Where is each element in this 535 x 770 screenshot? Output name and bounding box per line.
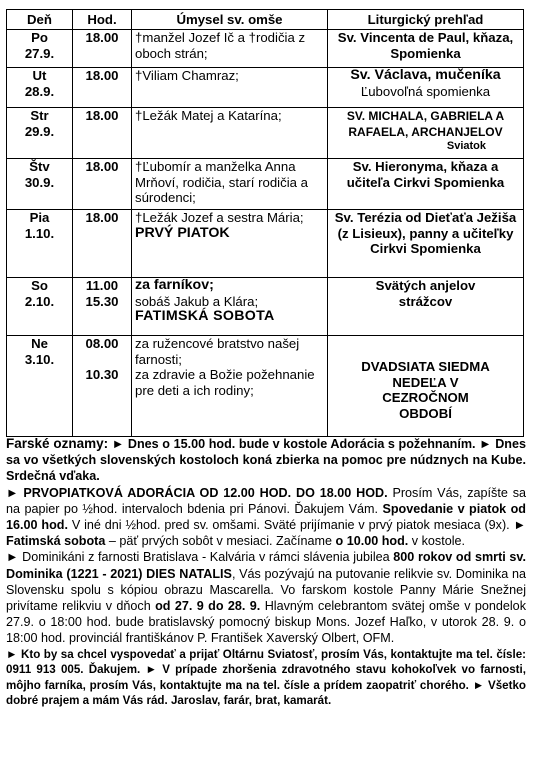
day-name: Štv xyxy=(29,159,50,174)
mass-hour: 18.00 xyxy=(85,68,119,83)
day-date: 1.10. xyxy=(24,225,55,241)
liturgy-text: Sv. Hieronyma, kňaza a učiteľa Cirkvi Spomienka xyxy=(346,159,505,190)
day-name: So xyxy=(31,278,48,293)
intention-cell xyxy=(132,159,328,210)
table-row xyxy=(7,68,524,108)
liturgy-text: DVADSIATA SIEDMA NEDEĽA V CEZROČNOM OBDOBÍ xyxy=(361,359,490,421)
announcement-text: Prosím Vás, zapíšte sa na papier po ½hod. intervaloch bdenia pri Pánovi. Ďakujem Vám. xyxy=(6,485,526,516)
liturgy-cell xyxy=(328,68,524,108)
schedule-table xyxy=(6,9,524,437)
liturgy-text: Sv. Terézia od Dieťaťa Ježiša (z Lisieux), panny a učiteľky Cirkvi Spomienka xyxy=(334,210,517,256)
day-name: Po xyxy=(31,30,48,45)
hour-cell xyxy=(73,30,132,68)
liturgy-text: Sv. Václava, mučeníka xyxy=(350,67,501,83)
liturgy-rank: Ľubovoľná spomienka xyxy=(360,83,491,99)
first-friday-label: PRVÝ PIATOK xyxy=(135,224,230,241)
announcement-text: v kostole. xyxy=(408,534,465,549)
day-date: 29.9. xyxy=(24,123,55,139)
day-cell xyxy=(7,108,73,159)
liturgy-cell xyxy=(328,210,524,278)
day-date: 27.9. xyxy=(24,45,55,61)
hour-cell xyxy=(73,210,132,278)
mass-hour: 10.30 xyxy=(85,366,119,382)
day-date: 2.10. xyxy=(24,293,55,309)
mass-hour: 18.00 xyxy=(85,108,119,123)
intention-text: sobáš Jakub a Klára; xyxy=(135,293,259,309)
day-name: Ut xyxy=(32,68,47,83)
mass-hour: 11.00 xyxy=(85,278,119,293)
intention-text: †Ľubomír a manželka Anna Mrňoví, rodičia, starí rodičia a súrodenci; xyxy=(135,159,308,205)
table-row xyxy=(7,278,524,336)
announcement-paragraph xyxy=(6,436,526,485)
announcement-paragraph xyxy=(6,549,526,646)
liturgy-cell xyxy=(328,336,524,437)
announcement-text: ► Dnes o 15.00 hod. bude v kostole Adorácia s požehnaním. ► Dnes sa vo všetkých slovenských kostoloch koná zbierka na pomoc pre núdznych na Kube. Srdečná vďaka. xyxy=(6,437,526,484)
intention-text: †manžel Jozef Ič a †rodičia z oboch strán; xyxy=(135,30,306,61)
announcement-text: o 10.00 hod. xyxy=(335,534,409,549)
header-day: Deň xyxy=(7,10,73,30)
liturgy-text: Sv. Vincenta de Paul, kňaza, Spomienka xyxy=(337,30,514,61)
day-name: Pia xyxy=(29,210,50,225)
header-hour: Hod. xyxy=(73,10,132,30)
intention-text: za ružencové bratstvo našej farnosti; xyxy=(135,336,300,367)
intention-text: za zdravie a Božie požehnanie pre deti a ich rodiny; xyxy=(135,367,315,398)
intention-text: †Ležák Jozef a sestra Mária; xyxy=(135,210,304,225)
intention-cell xyxy=(132,68,328,108)
announcement-text: ► Fatimská sobota xyxy=(6,518,527,549)
table-row xyxy=(7,108,524,159)
announcement-text: ► PRVOPIATKOVÁ ADORÁCIA OD 12.00 HOD. DO 18.00 HOD. xyxy=(6,485,388,500)
day-name: Ne xyxy=(31,336,48,351)
hour-cell xyxy=(73,278,132,336)
day-date: 28.9. xyxy=(24,83,55,99)
header-liturgy: Liturgický prehľad xyxy=(328,10,524,30)
intention-text: za farníkov; xyxy=(135,277,214,293)
announcement-paragraph xyxy=(6,485,526,550)
intention-text: †Viliam Chamraz; xyxy=(135,68,239,83)
hour-cell xyxy=(73,159,132,210)
liturgy-rank: Sviatok xyxy=(446,140,486,152)
day-cell xyxy=(7,68,73,108)
day-name: Str xyxy=(30,108,49,123)
announcement-text: V iné dni ½hod. pred sv. omšami. Sväté prijímanie v prvý piatok mesiaca (9x). xyxy=(67,518,514,533)
intention-cell xyxy=(132,30,328,68)
announcement-text: 800 rokov od smrti sv. Dominika (1221 - 2021) DIES NATALIS xyxy=(6,550,526,581)
day-date: 30.9. xyxy=(24,174,55,190)
announcement-text: ► Dominikáni z farnosti Bratislava - Kalvária v rámci slávenia jubilea xyxy=(6,550,394,565)
intention-cell xyxy=(132,108,328,159)
hour-cell xyxy=(73,68,132,108)
parish-announcements xyxy=(6,436,526,709)
mass-hour: 18.00 xyxy=(85,159,119,174)
announcement-text: , Vás pozývajú na putovanie relikvie sv. Dominika na Slovensku spolu s kópiou obrazu Mascarella. Vo farskom kostole Panny Márie Snežnej privítame relikviu v dňoch xyxy=(6,566,526,614)
mass-hour: 18.00 xyxy=(85,210,119,225)
day-date: 3.10. xyxy=(24,351,55,367)
intention-text: †Ležák Matej a Katarína; xyxy=(135,108,282,123)
hour-cell xyxy=(73,336,132,437)
day-cell xyxy=(7,278,73,336)
fatima-saturday-label: FATIMSKÁ SOBOTA xyxy=(135,308,275,324)
liturgy-text: Svätých anjelov strážcov xyxy=(375,278,476,309)
liturgy-text: SV. MICHALA, GABRIELA A RAFAELA, ARCHANJELOV xyxy=(346,109,505,139)
liturgy-cell xyxy=(328,278,524,336)
announcement-text: – päť prvých sobôt v mesiaci. Začíname xyxy=(105,534,336,549)
header-intention: Úmysel sv. omše xyxy=(132,10,328,30)
hour-cell xyxy=(73,108,132,159)
table-row xyxy=(7,30,524,68)
liturgy-cell xyxy=(328,108,524,159)
mass-hour: 18.00 xyxy=(85,30,119,45)
table-row xyxy=(7,159,524,210)
announcement-text: od 27. 9 do 28. 9. xyxy=(155,599,261,614)
announcement-text: Spovedanie v piatok od 16.00 hod. xyxy=(6,501,526,533)
table-row xyxy=(7,210,524,278)
liturgy-cell xyxy=(328,159,524,210)
day-cell xyxy=(7,210,73,278)
intention-cell xyxy=(132,278,328,336)
announcements-heading: Farské oznamy: xyxy=(6,436,109,451)
table-header-row xyxy=(7,10,524,30)
mass-hour: 08.00 xyxy=(85,336,119,351)
liturgy-cell xyxy=(328,30,524,68)
mass-hour: 15.30 xyxy=(85,293,119,309)
announcement-paragraph: ► Kto by sa chcel vyspovedať a prijať Oltárnu Sviatosť, prosím Vás, kontaktujte ma tel. čísle: 0911 913 005. Ďakujem. ► V prípade zhoršenia zdravotného stavu kohokoľvek vo farnosti, môjho farníka, prosím Vás, kontaktujte ma na tel. čísle a prídem zaopatriť chorého. ► Všetko dobré prajem a mám Vás rád. Jaroslav, farár, brat, kamarát. xyxy=(6,647,526,708)
table-row xyxy=(7,336,524,437)
announcement-text: Hlavným celebrantom svätej omše v pondelok 27.9. o 18:00 hod. bude bratislavský pomocný biskup Mons. Jozef Haľko, v utorok 28. 9. o 18:00 hod. provinciál františkánov P. František Xaverský Olbert, OFM. xyxy=(6,599,526,646)
intention-cell xyxy=(132,210,328,278)
day-cell xyxy=(7,336,73,437)
day-cell xyxy=(7,30,73,68)
day-cell xyxy=(7,159,73,210)
intention-cell xyxy=(132,336,328,437)
